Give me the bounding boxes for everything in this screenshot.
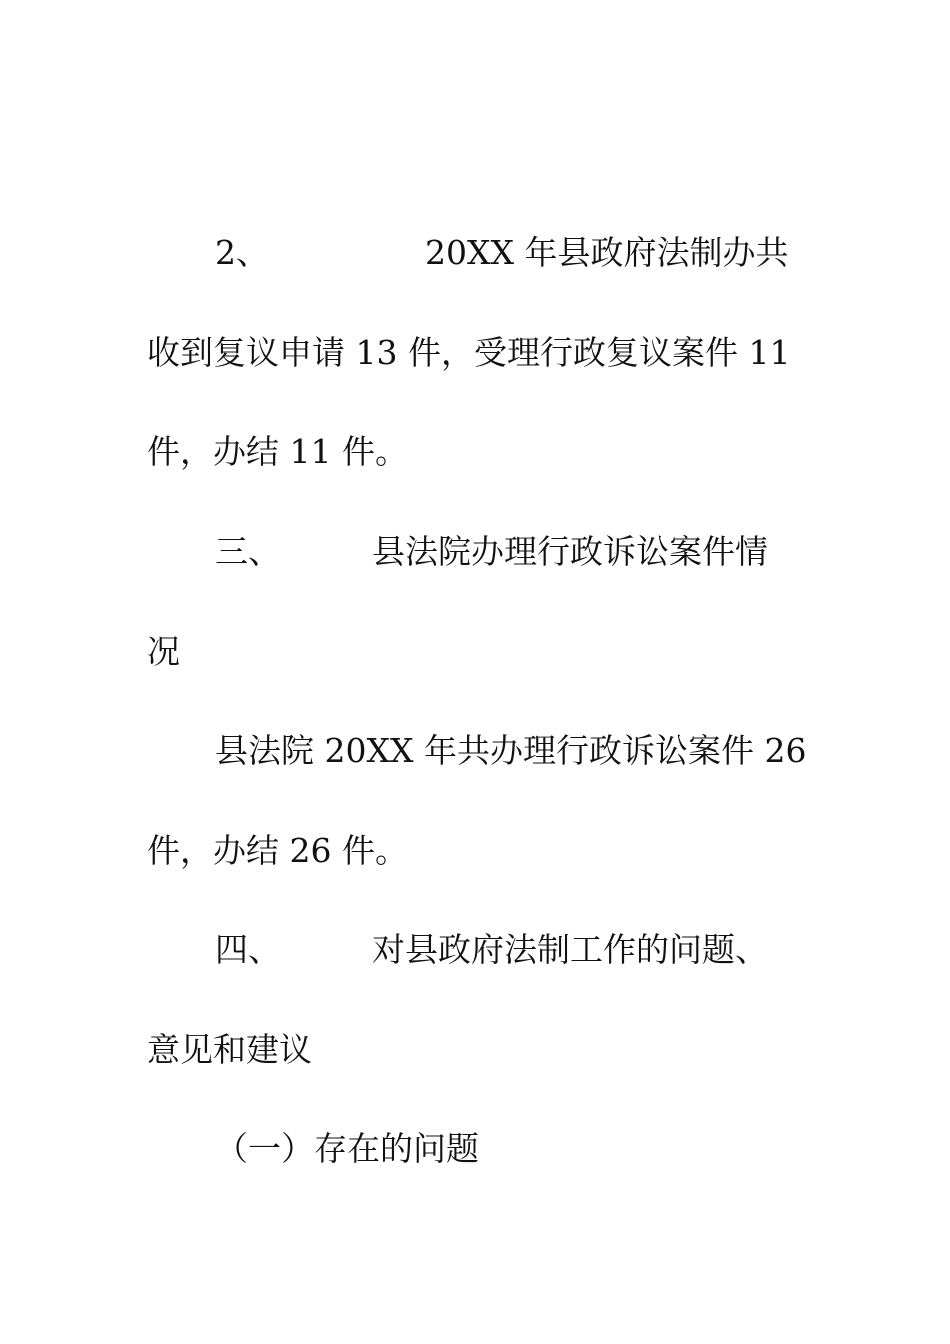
subheading: （一）存在的问题 <box>215 1129 479 1168</box>
section-number: 四、 <box>215 930 281 969</box>
section-heading: 对县政府法制工作的问题、 <box>372 930 768 969</box>
section-number: 三、 <box>215 532 281 571</box>
paragraph-line: 件，办结 11 件。 <box>147 432 408 471</box>
section-heading: 县法院办理行政诉讼案件情 <box>372 532 768 571</box>
section-heading-continued: 意见和建议 <box>147 1030 312 1069</box>
paragraph-line: 县法院 20XX 年共办理行政诉讼案件 26 <box>215 731 807 770</box>
section-heading-continued: 况 <box>147 632 180 671</box>
item-number: 2、 <box>215 233 269 272</box>
item-text-line: 20XX 年县政府法制办共 <box>425 233 789 272</box>
paragraph-line: 收到复议申请 13 件，受理行政复议案件 11 <box>147 333 791 372</box>
paragraph-line: 件，办结 26 件。 <box>147 831 408 870</box>
